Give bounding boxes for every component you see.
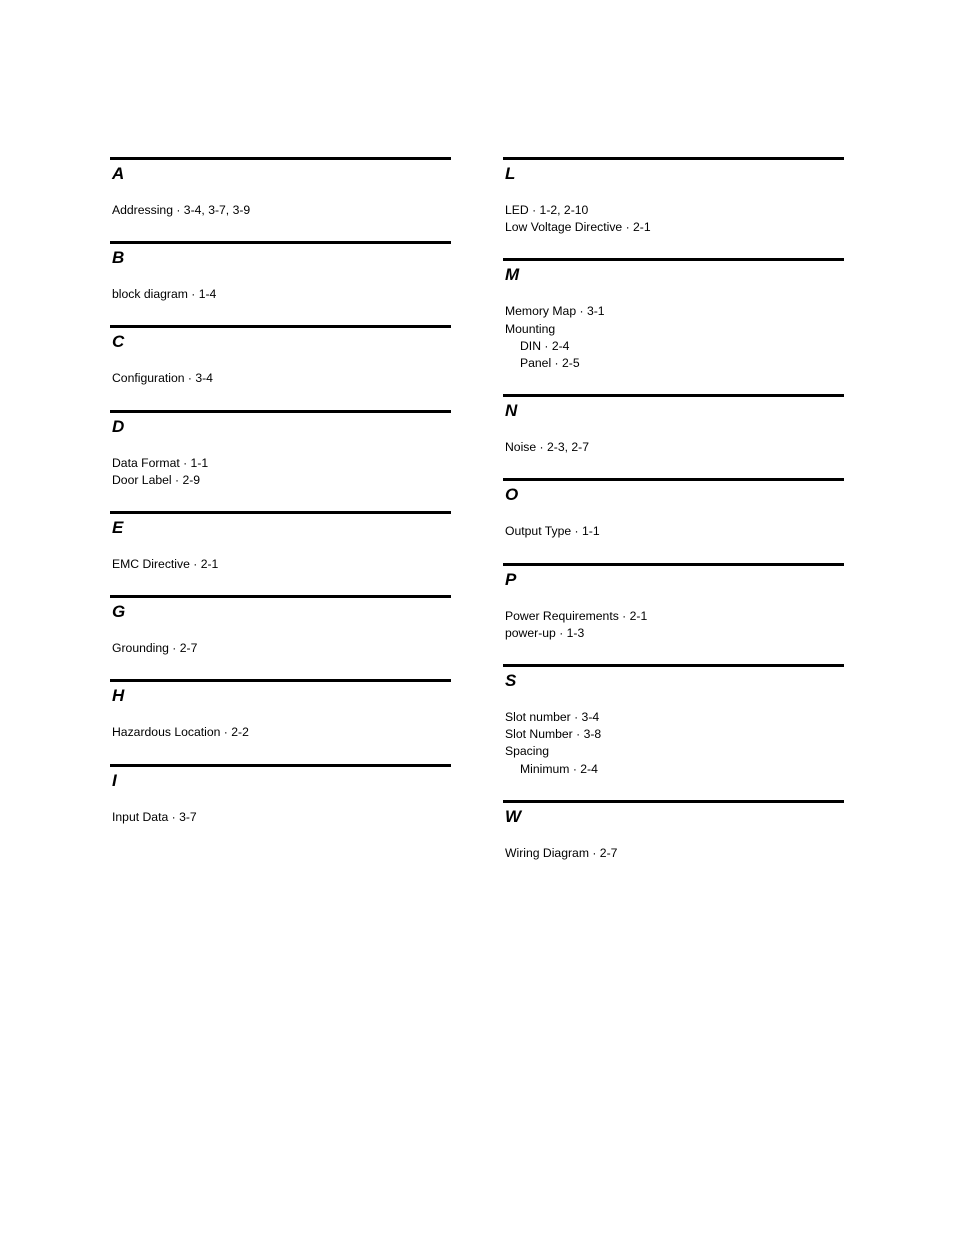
index-entry: power-up · 1-3 (505, 625, 585, 640)
index-column-right (503, 157, 844, 884)
index-entry: block diagram · 1-4 (112, 287, 217, 302)
index-section-h (110, 679, 451, 763)
index-letter-heading: G (112, 602, 126, 622)
index-letter-heading: H (112, 686, 125, 706)
index-entry: Output Type · 1-1 (505, 524, 600, 539)
index-entry: Slot Number · 3-8 (505, 727, 602, 742)
index-section-b (110, 241, 451, 325)
index-entry: Noise · 2-3, 2-7 (505, 440, 589, 455)
index-entry: Low Voltage Directive · 2-1 (505, 220, 651, 235)
index-entry-list (110, 706, 451, 741)
index-entry-list (110, 352, 451, 387)
index-letter-heading: A (112, 164, 125, 183)
index-section-l (503, 157, 844, 258)
index-section-e (110, 511, 451, 595)
index-entry: Mounting (505, 321, 556, 336)
index-section-s (503, 664, 844, 800)
index-entry: Configuration · 3-4 (112, 371, 213, 386)
index-letter-heading: C (112, 332, 125, 352)
index-letter-heading: S (505, 671, 517, 691)
index-entry: Slot number · 3-4 (505, 710, 600, 725)
index-section-n (503, 394, 844, 478)
index-subentry: DIN · 2-4 (520, 338, 570, 353)
index-section-w (503, 800, 844, 884)
index-section-o (503, 478, 844, 562)
index-entry-list (110, 184, 451, 219)
index-letter-heading: I (112, 770, 117, 790)
index-entry-list (503, 184, 844, 236)
index-subentry: Panel · 2-5 (520, 356, 580, 371)
index-entry-list (503, 285, 844, 372)
index-section-m (503, 258, 844, 394)
index-entry-list (110, 622, 451, 657)
index-letter-heading: O (505, 485, 519, 505)
index-section-i (110, 764, 451, 848)
index-letter-heading: N (505, 401, 518, 421)
index-entry-list (503, 421, 844, 456)
index-entry: Spacing (505, 744, 550, 759)
index-section-a (110, 157, 451, 241)
index-entry-list (110, 538, 451, 573)
index-entry: Hazardous Location · 2-2 (112, 725, 249, 740)
index-entry: Memory Map · 3-1 (505, 304, 605, 319)
index-entry-list (503, 505, 844, 540)
index-entry: Data Format · 1-1 (112, 455, 209, 470)
index-entry: EMC Directive · 2-1 (112, 557, 219, 572)
index-entry: Addressing · 3-4, 3-7, 3-9 (112, 203, 251, 217)
index-entry: Grounding · 2-7 (112, 641, 198, 656)
index-column-left (110, 157, 451, 848)
index-entry-list (503, 827, 844, 862)
index-section-d (110, 410, 451, 511)
index-section-p (503, 563, 844, 664)
index-letter-heading: L (505, 164, 516, 183)
index-letter-heading: W (505, 806, 522, 826)
index-section-g (110, 595, 451, 679)
index-letter-heading: P (505, 569, 517, 589)
index-subentry: Minimum · 2-4 (520, 761, 598, 776)
index-entry-list (503, 590, 844, 642)
index-letter-heading: M (505, 265, 520, 285)
index-letter-heading: E (112, 518, 124, 538)
index-entry-list (110, 268, 451, 303)
index-entry-list (110, 437, 451, 489)
index-section-c (110, 325, 451, 409)
index-entry-list (110, 791, 451, 826)
index-letter-heading: B (112, 248, 125, 268)
index-entry-list (503, 691, 844, 778)
index-entry: LED · 1-2, 2-10 (505, 203, 589, 217)
index-entry: Door Label · 2-9 (112, 472, 201, 487)
index-entry: Wiring Diagram · 2-7 (505, 845, 618, 860)
index-entry: Power Requirements · 2-1 (505, 608, 648, 623)
index-letter-heading: D (112, 416, 125, 436)
index-entry: Input Data · 3-7 (112, 809, 197, 824)
